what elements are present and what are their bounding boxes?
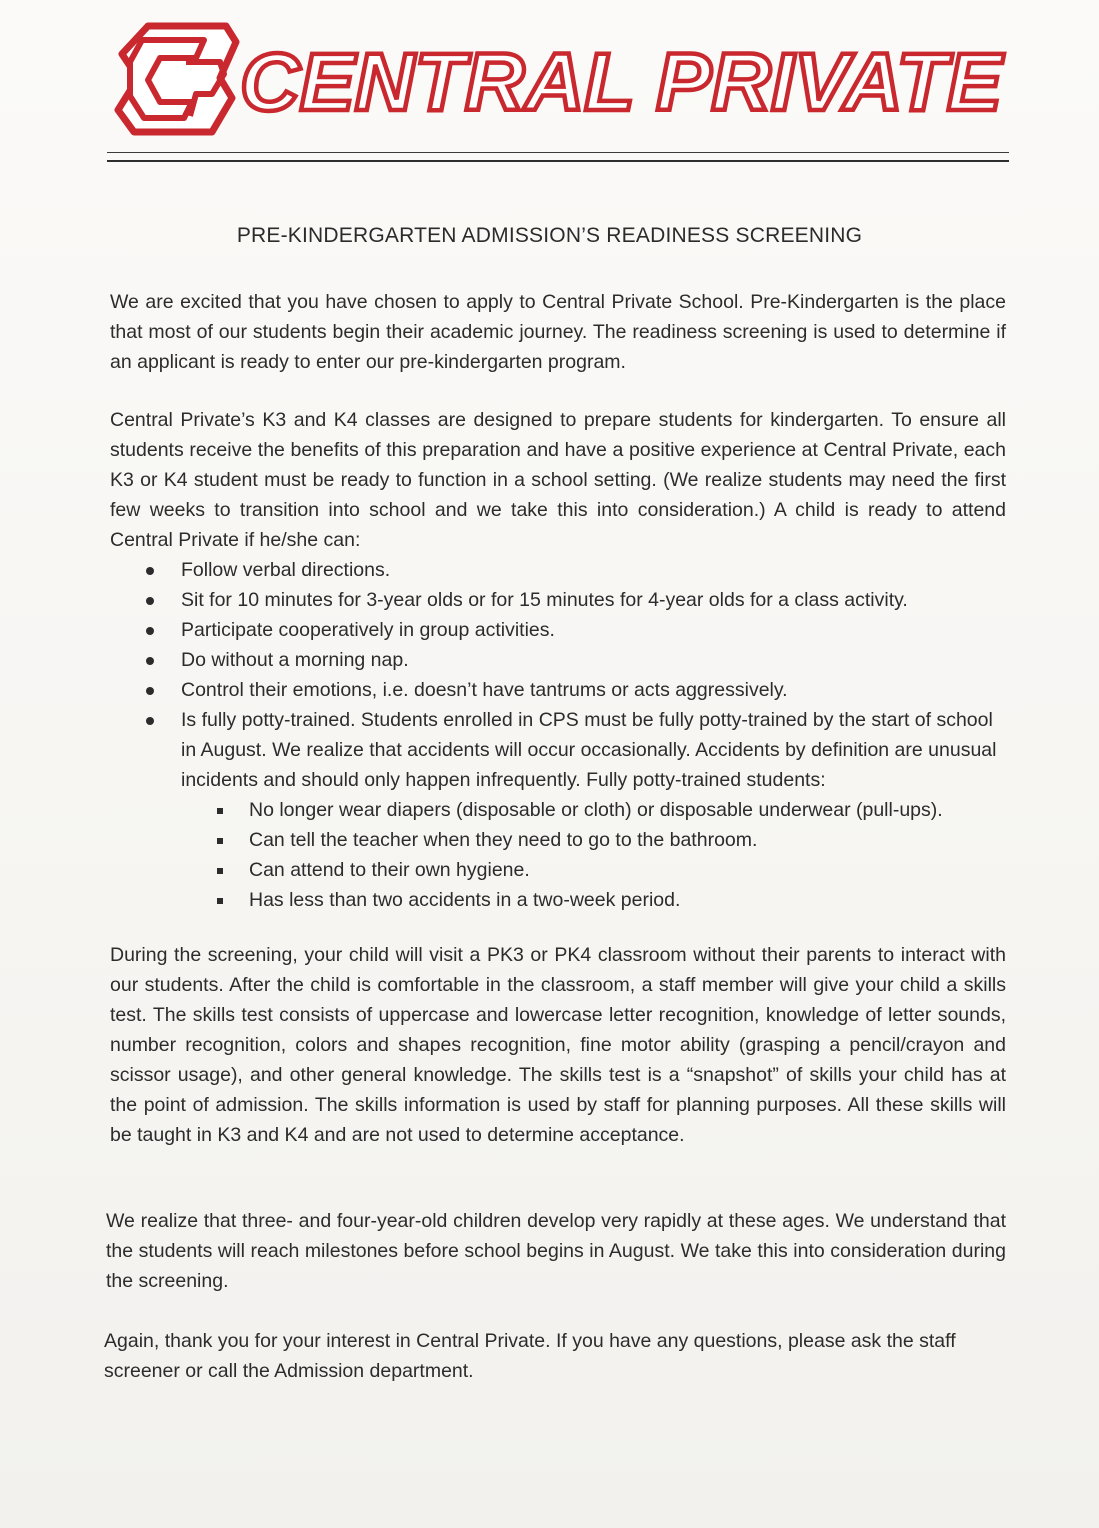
sub-list-item: [181, 825, 1008, 855]
bullet-icon: [146, 717, 154, 725]
intro-paragraph: [110, 287, 1006, 377]
central-private-logo: [108, 18, 1008, 140]
list-item: [146, 585, 1008, 615]
cp-monogram-icon: [118, 26, 236, 132]
development-paragraph: [106, 1206, 1006, 1296]
classes-text: Central Private’s K3 and K4 classes are designed to prepare students for kindergarten. To ensure all students receive the benefits of this preparation and have a positive experience at Central Private, each K3 or K4 student must be ready to function in a school setting. (We realize students may need the first few weeks to transition into school and we take this into consideration.) A child is ready to attend Central Private if he/she can:: [110, 409, 1006, 551]
bullet-icon: [146, 687, 154, 695]
square-bullet-icon: [217, 868, 223, 874]
square-bullet-icon: [217, 898, 223, 904]
list-item-text: Control their emotions, i.e. doesn’t have tantrums or acts aggressively.: [181, 679, 788, 701]
list-item: [146, 675, 1008, 705]
bullet-icon: [146, 597, 154, 605]
document-title: PRE-KINDERGARTEN ADMISSION’S READINESS SCREENING: [236, 224, 863, 247]
list-item: [146, 555, 1008, 585]
list-item-text: Participate cooperatively in group activities.: [181, 619, 555, 641]
list-item-text: Do without a morning nap.: [181, 649, 409, 671]
sub-list-item-text: Can attend to their own hygiene.: [249, 859, 530, 881]
list-item-text: Sit for 10 minutes for 3-year olds or for 15 minutes for 4-year olds for a class activity.: [181, 589, 908, 611]
sub-list-item-text: Can tell the teacher when they need to go to the bathroom.: [249, 829, 758, 851]
bullet-icon: [146, 627, 154, 635]
screening-text: During the screening, your child will visit a PK3 or PK4 classroom without their parents to interact with our students. After the child is comfortable in the classroom, a staff member will give your child a skills test. The skills test consists of uppercase and lowercase letter recognition, knowledge of letter sounds, number recognition, colors and shapes recognition, fine motor ability (grasping a pencil/crayon and scissor usage), and other general knowledge. The skills test is a “snapshot” of skills your child has at the point of admission. The skills information is used by staff for planning purposes. All these skills will be taught in K3 and K4 and are not used to determine acceptance.: [110, 944, 1006, 1146]
bullet-icon: [146, 657, 154, 665]
square-bullet-icon: [217, 838, 223, 844]
header-rule-thin: [107, 152, 1009, 153]
development-text: We realize that three- and four-year-old children develop very rapidly at these ages. We understand that the students will reach milestones before school begins in August. We take this into consideration during the screening.: [106, 1210, 1006, 1292]
list-item-text: Is fully potty-trained. Students enrolled in CPS must be fully potty-trained by the start of school in August. We realize that accidents will occur occasionally. Accidents by definition are unusual incidents and should only happen infrequently. Fully potty-trained students:: [181, 709, 997, 791]
sub-list-item: [181, 795, 1008, 825]
readiness-list: [146, 555, 1008, 915]
list-item: [146, 645, 1008, 675]
sub-list-item-text: Has less than two accidents in a two-week period.: [249, 889, 681, 911]
bullet-icon: [146, 567, 154, 575]
list-item: [146, 615, 1008, 645]
screening-paragraph: [110, 940, 1006, 1150]
header-rule-thick: [107, 160, 1009, 162]
closing-paragraph: [104, 1326, 1008, 1386]
logo-wordmark: CENTRAL PRIVATE: [240, 37, 1005, 128]
list-item: [146, 705, 1008, 915]
potty-trained-list: [181, 795, 1008, 915]
square-bullet-icon: [217, 808, 223, 814]
closing-text: Again, thank you for your interest in Central Private. If you have any questions, please ask the staff screener or call the Admission department.: [104, 1330, 956, 1382]
sub-list-item-text: No longer wear diapers (disposable or cloth) or disposable underwear (pull-ups).: [249, 799, 943, 821]
classes-paragraph: [110, 405, 1006, 555]
sub-list-item: [181, 855, 1008, 885]
list-item-text: Follow verbal directions.: [181, 559, 391, 581]
sub-list-item: [181, 885, 1008, 915]
intro-text: We are excited that you have chosen to apply to Central Private School. Pre-Kindergarten is the place that most of our students begin their academic journey. The readiness screening is used to determine if an applicant is ready to enter our pre-kindergarten program.: [110, 291, 1006, 373]
